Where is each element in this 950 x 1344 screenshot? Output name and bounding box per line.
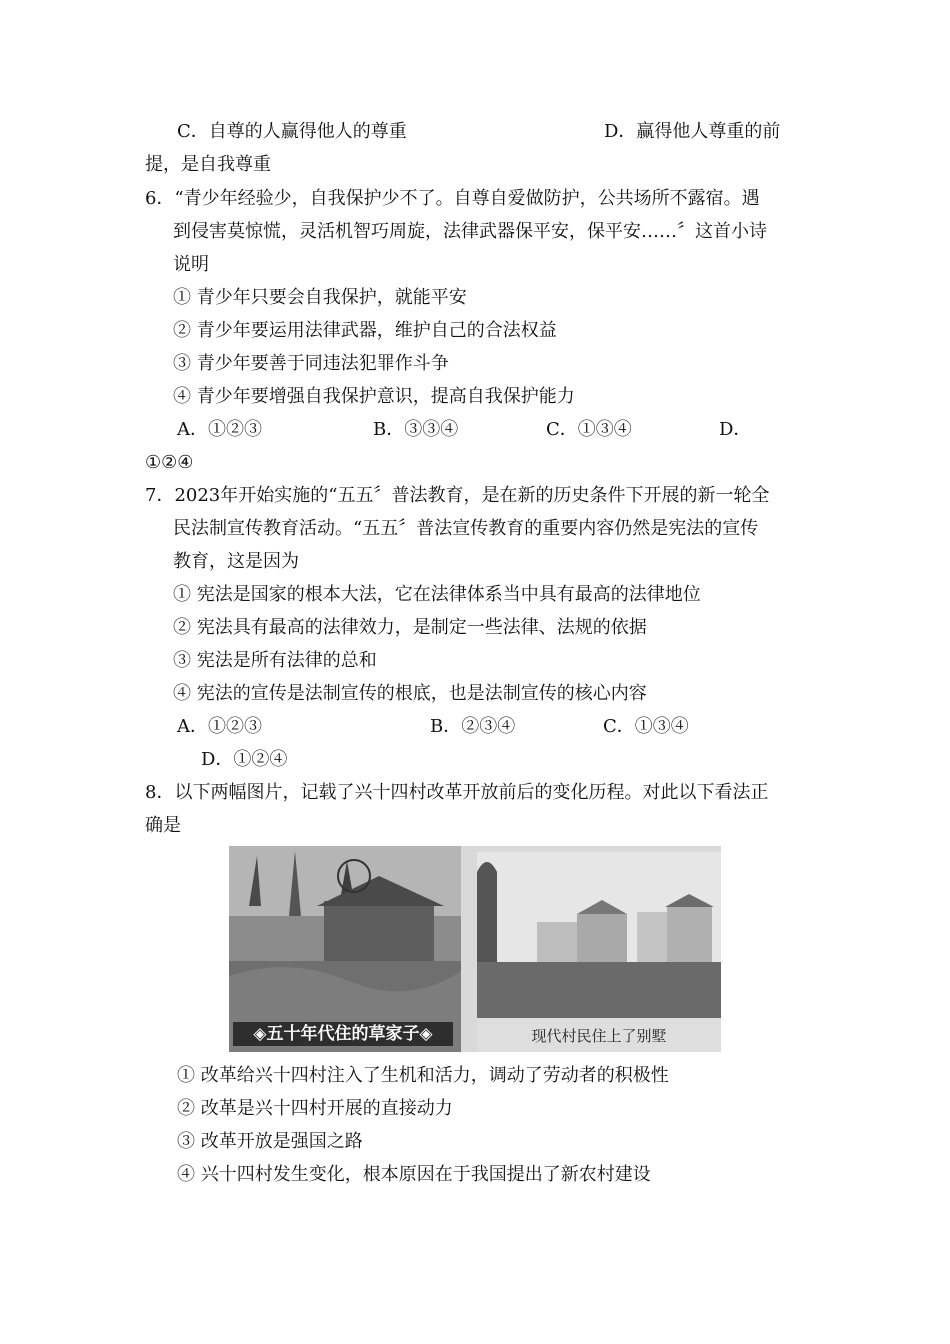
q6-option-c: C．①③④ bbox=[546, 419, 632, 440]
caption-left: ◈五十年代住的草家子◈ bbox=[233, 1022, 453, 1046]
q7-item-3: ③ 宪法是所有法律的总和 bbox=[173, 650, 377, 671]
caption-right: 现代村民住上了别墅 bbox=[531, 1027, 667, 1045]
q7-stem-line-3: 教育，这是因为 bbox=[173, 551, 299, 572]
q6-stem-line-3: 说明 bbox=[173, 254, 209, 275]
q7-option-a: A．①②③ bbox=[177, 716, 262, 737]
q6-stem-line-1: 6．“青少年经验少，自我保护少不了。自尊自爱做防护，公共场所不露宿。遇 bbox=[145, 188, 760, 209]
photo-thatched-house bbox=[229, 846, 461, 1052]
q7-option-d: D．①②④ bbox=[201, 749, 288, 770]
q7-stem-line-1: 7．2023年开始实施的“五五〞普法教育，是在新的历史条件下开展的新一轮全 bbox=[145, 485, 770, 506]
q8-item-4: ④ 兴十四村发生变化，根本原因在于我国提出了新农村建设 bbox=[177, 1164, 651, 1185]
q6-item-3: ③ 青少年要善于同违法犯罪作斗争 bbox=[173, 353, 449, 374]
q7-stem-line-2: 民法制宣传教育活动。“五五〞普法宣传教育的重要内容仍然是宪法的宣传 bbox=[173, 518, 759, 539]
photo-villas bbox=[477, 852, 721, 1052]
q7-item-1: ① 宪法是国家的根本大法，它在法律体系当中具有最高的法律地位 bbox=[173, 584, 701, 605]
q6-option-d-continued: ①②④ bbox=[145, 452, 194, 473]
q6-option-b: B．③③④ bbox=[373, 419, 459, 440]
q6-item-2: ② 青少年要运用法律武器，维护自己的合法权益 bbox=[173, 320, 557, 341]
q6-option-a: A．①②③ bbox=[177, 419, 262, 440]
q6-option-d: D． bbox=[719, 419, 752, 440]
q8-item-1: ① 改革给兴十四村注入了生机和活力，调动了劳动者的积极性 bbox=[177, 1065, 669, 1086]
q7-option-b: B．②③④ bbox=[430, 716, 516, 737]
village-photos bbox=[229, 846, 721, 1052]
q7-item-2: ② 宪法具有最高的法律效力，是制定一些法律、法规的依据 bbox=[173, 617, 647, 638]
villas-picture bbox=[477, 852, 721, 1052]
q5-option-c: C．自尊的人赢得他人的尊重 bbox=[177, 121, 407, 142]
q6-item-1: ① 青少年只要会自我保护，就能平安 bbox=[173, 287, 467, 308]
q8-stem-line-1: 8．以下两幅图片，记载了兴十四村改革开放前后的变化历程。对此以下看法正 bbox=[145, 782, 769, 803]
q6-stem-line-2: 到侵害莫惊慌，灵活机智巧周旋，法律武器保平安，保平安……〞这首小诗 bbox=[173, 221, 767, 242]
q7-item-4: ④ 宪法的宣传是法制宣传的根底，也是法制宣传的核心内容 bbox=[173, 683, 647, 704]
q7-option-c: C．①③④ bbox=[603, 716, 689, 737]
q8-item-3: ③ 改革开放是强国之路 bbox=[177, 1131, 363, 1152]
q8-item-2: ② 改革是兴十四村开展的直接动力 bbox=[177, 1098, 453, 1119]
q6-item-4: ④ 青少年要增强自我保护意识，提高自我保护能力 bbox=[173, 386, 575, 407]
q8-stem-line-2: 确是 bbox=[145, 815, 181, 836]
q5-option-d-continued: 提，是自我尊重 bbox=[145, 154, 271, 175]
q5-option-d: D．赢得他人尊重的前 bbox=[604, 121, 781, 142]
